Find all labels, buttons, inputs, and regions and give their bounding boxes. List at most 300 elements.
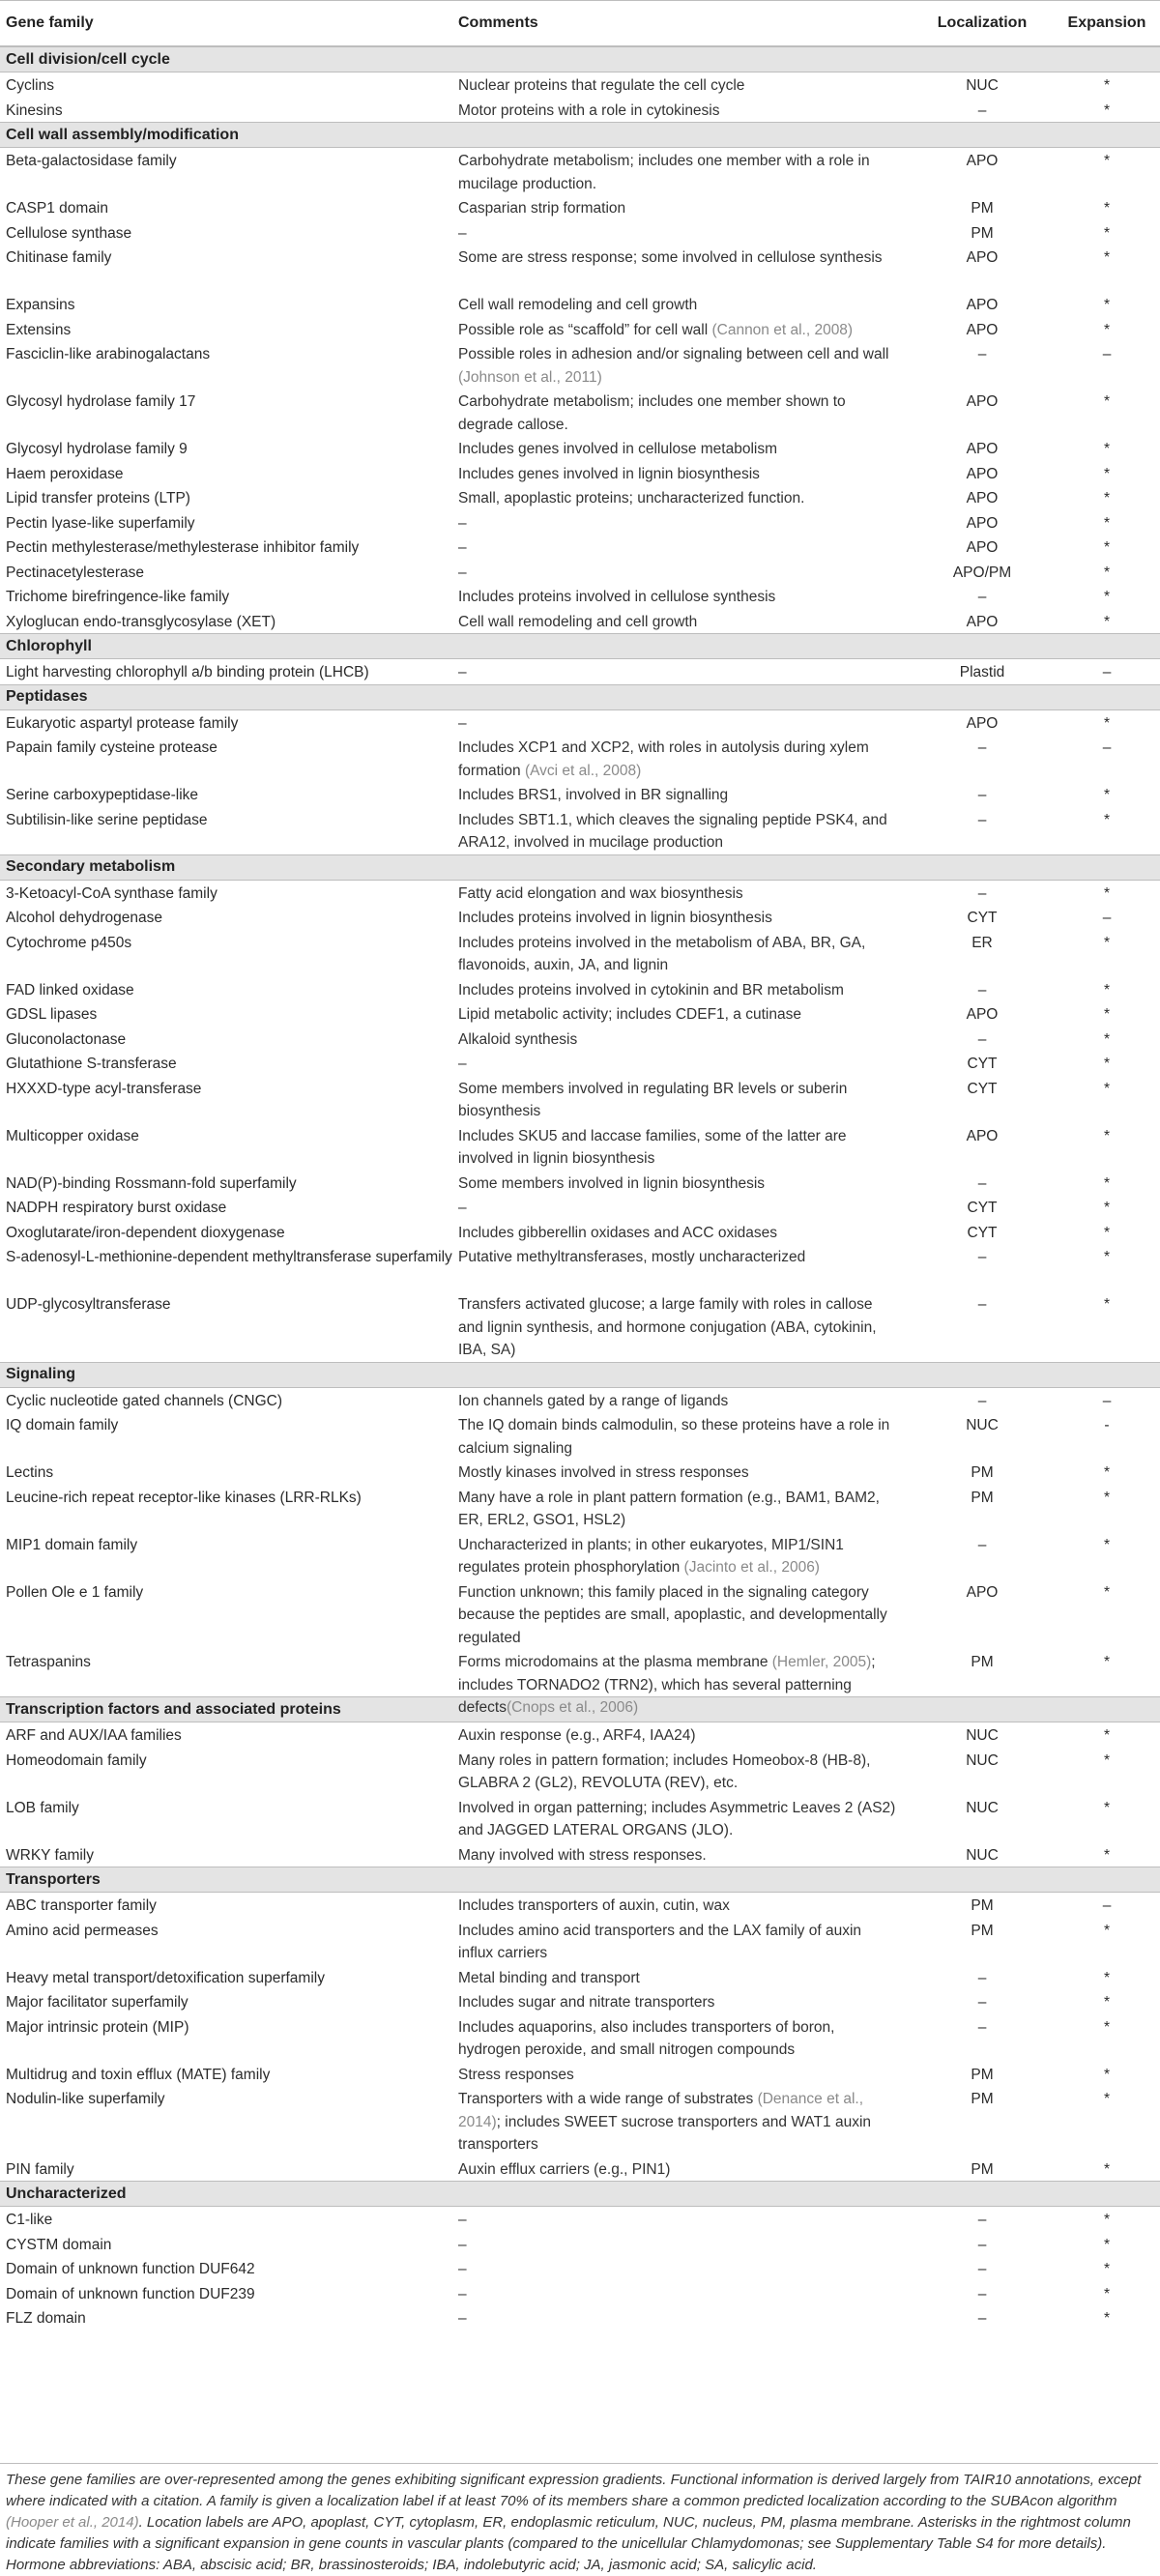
comment-cell bbox=[458, 1053, 911, 1076]
expansion-cell: * bbox=[1103, 1030, 1111, 1048]
table-row bbox=[0, 1123, 1160, 1171]
gene-family-cell: Alcohol dehydrogenase bbox=[6, 910, 163, 926]
table-row bbox=[0, 1244, 1160, 1291]
expansion-cell: * bbox=[1103, 441, 1111, 457]
comment-cell bbox=[458, 294, 911, 317]
table-row bbox=[0, 1485, 1160, 1532]
citation: (Cannon et al., 2008) bbox=[711, 321, 854, 338]
localization-cell: – bbox=[977, 1296, 987, 1313]
expansion-cell: * bbox=[1103, 613, 1111, 630]
comment-text: Ion channels gated by a range of ligands bbox=[458, 1392, 729, 1409]
comment-text: – bbox=[458, 2310, 467, 2327]
table-row bbox=[0, 1412, 1160, 1460]
comment-text: Includes SKU5 and laccase families, some of the latter are involved in lignin biosynthesis bbox=[458, 1127, 847, 1167]
expansion-cell: * bbox=[1103, 1200, 1111, 1216]
comment-text: – bbox=[458, 2261, 467, 2277]
gene-family-cell: Fasciclin-like arabinogalactans bbox=[6, 346, 211, 362]
localization-cell: PM bbox=[971, 1489, 994, 1506]
table-row bbox=[0, 389, 1160, 436]
comment-cell bbox=[458, 737, 911, 782]
expansion-cell: * bbox=[1103, 1536, 1111, 1553]
comment-text: Small, apoplastic proteins; uncharacterized function. bbox=[458, 490, 805, 507]
table-row bbox=[0, 1388, 1160, 1413]
comment-text: Includes SBT1.1, which cleaves the signaling peptide PSK4, and ARA12, involved in mucilage production bbox=[458, 811, 887, 851]
table-row bbox=[0, 1195, 1160, 1220]
table-row bbox=[0, 905, 1160, 930]
table-row bbox=[0, 72, 1160, 98]
comment-cell bbox=[458, 1414, 911, 1460]
comment-text: – bbox=[458, 2212, 467, 2228]
expansion-cell: * bbox=[1103, 564, 1111, 581]
gene-family-cell: 3-Ketoacyl-CoA synthase family bbox=[6, 884, 218, 902]
localization-cell: APO bbox=[966, 1127, 999, 1144]
localization-cell: APO bbox=[966, 490, 999, 507]
comment-text: – bbox=[458, 2236, 467, 2253]
expansion-cell: * bbox=[1103, 1224, 1111, 1241]
localization-cell: NUC bbox=[966, 1799, 999, 1816]
gene-family-cell: Amino acid permeases bbox=[6, 1922, 159, 1939]
table-row bbox=[0, 1051, 1160, 1076]
localization-cell: – bbox=[977, 1174, 987, 1192]
comment-text: – bbox=[458, 539, 467, 556]
table-row bbox=[0, 1532, 1160, 1579]
comment-cell bbox=[458, 1246, 911, 1269]
header-localization: Localization bbox=[937, 14, 1028, 31]
comment-text: Includes aquaporins, also includes transporters of boron, hydrogen peroxide, and small nitrogen compounds bbox=[458, 2018, 835, 2058]
expansion-cell: * bbox=[1103, 1464, 1111, 1481]
comment-text: Includes proteins involved in cellulose synthesis bbox=[458, 589, 776, 605]
expansion-cell: * bbox=[1103, 2236, 1111, 2253]
comment-text: Motor proteins with a role in cytokinesis bbox=[458, 101, 720, 119]
expansion-cell: – bbox=[1102, 1897, 1112, 1914]
table-row bbox=[0, 1989, 1160, 2014]
gene-family-cell: FLZ domain bbox=[6, 2310, 86, 2327]
table-row bbox=[0, 1842, 1160, 1867]
gene-family-cell: FAD linked oxidase bbox=[6, 981, 134, 999]
expansion-cell: * bbox=[1103, 200, 1111, 217]
gene-family-cell: Pollen Ole e 1 family bbox=[6, 1583, 144, 1601]
table-row bbox=[0, 1171, 1160, 1196]
localization-cell: NUC bbox=[966, 1727, 999, 1744]
localization-cell: – bbox=[977, 2236, 987, 2253]
expansion-cell: * bbox=[1103, 589, 1111, 605]
comment-cell bbox=[458, 487, 911, 510]
localization-cell: PM bbox=[971, 1654, 994, 1670]
comment-text: Many have a role in plant pattern formation (e.g., BAM1, BAM2, ER, ERL2, GSO1, HSL2) bbox=[458, 1489, 880, 1528]
table-row bbox=[0, 930, 1160, 977]
localization-cell: – bbox=[977, 811, 987, 828]
comment-text: The IQ domain binds calmodulin, so these proteins have a role in calcium signaling bbox=[458, 1417, 890, 1457]
comment-text: Metal binding and transport bbox=[458, 1969, 640, 1986]
comment-cell bbox=[458, 319, 911, 342]
gene-family-cell: Cytochrome p450s bbox=[6, 934, 132, 951]
comment-text: Auxin response (e.g., ARF4, IAA24) bbox=[458, 1727, 696, 1744]
localization-cell: – bbox=[977, 1030, 987, 1048]
table-row bbox=[0, 2256, 1160, 2281]
comment-cell bbox=[458, 1967, 911, 1990]
table-row bbox=[0, 881, 1160, 906]
comment-text: Many roles in pattern formation; includes Homeobox-8 (HB-8), GLABRA 2 (GL2), REVOLUTA (REV), etc. bbox=[458, 1751, 871, 1791]
comment-text: Transporters with a wide range of substrates bbox=[458, 2091, 754, 2107]
table-row bbox=[0, 98, 1160, 123]
localization-cell: – bbox=[977, 2261, 987, 2277]
table-row bbox=[0, 1918, 1160, 1965]
comment-cell bbox=[458, 2064, 911, 2087]
table-row bbox=[0, 710, 1160, 736]
comment-cell bbox=[458, 1197, 911, 1220]
table-row bbox=[0, 584, 1160, 609]
localization-cell: NUC bbox=[966, 1846, 999, 1864]
header-expansion: Expansion bbox=[1067, 14, 1146, 31]
expansion-cell: * bbox=[1103, 1799, 1111, 1816]
footnote-text: These gene families are over-represented among the genes exhibiting significant expression gradients. Functional information is derived largely from TAIR10 annotations, except where indicated with a citation. A family is given a localization label if at least 70% of its members share a common predicted localization according to the SUBAcon algorithm bbox=[6, 2472, 1142, 2509]
table-row bbox=[0, 735, 1160, 782]
comment-cell bbox=[458, 1390, 911, 1413]
comment-text: Includes XCP1 and XCP2, with roles in autolysis during xylem formation bbox=[458, 739, 869, 779]
comment-text: Includes proteins involved in cytokinin and BR metabolism bbox=[458, 981, 844, 999]
comment-cell bbox=[458, 2283, 911, 2306]
gene-family-cell: Papain family cysteine protease bbox=[6, 739, 218, 756]
localization-cell: APO bbox=[966, 321, 999, 338]
expansion-cell: – bbox=[1102, 739, 1112, 756]
gene-family-cell: Leucine-rich repeat receptor-like kinases (LRR-RLKs) bbox=[6, 1489, 362, 1506]
table-row bbox=[0, 2305, 1160, 2330]
comment-text: Some members involved in regulating BR levels or suberin biosynthesis bbox=[458, 1080, 848, 1119]
comment-cell bbox=[458, 809, 911, 854]
table-row bbox=[0, 1965, 1160, 1990]
expansion-cell: * bbox=[1103, 1006, 1111, 1023]
gene-family-cell: HXXXD-type acyl-transferase bbox=[6, 1080, 202, 1097]
table-row bbox=[0, 2281, 1160, 2306]
localization-cell: – bbox=[977, 346, 987, 362]
gene-family-cell: CYSTM domain bbox=[6, 2236, 112, 2253]
footnote-citation: (Hooper et al., 2014) bbox=[6, 2514, 139, 2531]
table-row bbox=[0, 2156, 1160, 2182]
table-row bbox=[0, 807, 1160, 854]
section-header: Signaling bbox=[0, 1362, 1160, 1388]
localization-cell: – bbox=[977, 1536, 987, 1553]
citation: (Hemler, 2005) bbox=[771, 1654, 872, 1670]
localization-cell: CYT bbox=[967, 1056, 998, 1072]
gene-family-cell: Xyloglucan endo-transglycosylase (XET) bbox=[6, 613, 276, 630]
table-row bbox=[0, 341, 1160, 389]
localization-cell: APO bbox=[966, 153, 999, 169]
comment-text: – bbox=[458, 514, 467, 532]
expansion-cell: * bbox=[1103, 1727, 1111, 1744]
localization-cell: APO bbox=[966, 465, 999, 482]
comment-cell bbox=[458, 246, 911, 270]
comment-cell bbox=[458, 1797, 911, 1842]
gene-family-cell: Eukaryotic aspartyl protease family bbox=[6, 714, 239, 732]
expansion-cell: * bbox=[1103, 393, 1111, 410]
localization-cell: – bbox=[977, 1969, 987, 1986]
table-row bbox=[0, 245, 1160, 292]
gene-family-cell: Cellulose synthase bbox=[6, 224, 132, 242]
comment-text: Includes proteins involved in the metabolism of ABA, BR, GA, flavonoids, auxin, JA, and lignin bbox=[458, 934, 866, 973]
comment-text: – bbox=[458, 664, 467, 680]
comment-text: Some are stress response; some involved in cellulose synthesis bbox=[458, 249, 883, 266]
expansion-cell: * bbox=[1103, 1489, 1111, 1506]
localization-cell: APO bbox=[966, 613, 999, 630]
comment-cell bbox=[458, 712, 911, 736]
gene-family-cell: Subtilisin-like serine peptidase bbox=[6, 811, 208, 828]
comment-cell bbox=[458, 2307, 911, 2330]
localization-cell: CYT bbox=[967, 1224, 998, 1241]
table-row bbox=[0, 2086, 1160, 2156]
expansion-cell: – bbox=[1102, 910, 1112, 926]
comment-text: Carbohydrate metabolism; includes one member with a role in mucilage production. bbox=[458, 153, 870, 192]
gene-family-cell: C1-like bbox=[6, 2212, 53, 2228]
localization-cell: APO bbox=[966, 297, 999, 313]
citation: (Avci et al., 2008) bbox=[524, 762, 642, 779]
comment-cell bbox=[458, 661, 911, 684]
gene-family-cell: Serine carboxypeptidase-like bbox=[6, 787, 199, 803]
expansion-cell: * bbox=[1103, 981, 1111, 999]
gene-family-cell: Cyclins bbox=[6, 77, 54, 94]
table-row bbox=[0, 1027, 1160, 1052]
gene-family-cell: Pectin methylesterase/methylesterase inhibitor family bbox=[6, 539, 360, 556]
comment-text: Involved in organ patterning; includes Asymmetric Leaves 2 (AS2) and JAGGED LATERAL ORGANS (JLO). bbox=[458, 1799, 896, 1838]
localization-cell: APO bbox=[966, 1006, 999, 1023]
comment-cell bbox=[458, 907, 911, 930]
localization-cell: NUC bbox=[966, 1751, 999, 1769]
expansion-cell: – bbox=[1102, 1392, 1112, 1409]
comment-cell bbox=[458, 586, 911, 609]
table-row bbox=[0, 1893, 1160, 1918]
table-footnote bbox=[0, 2463, 1158, 2576]
table-row bbox=[0, 1722, 1160, 1748]
gene-family-cell: NAD(P)-binding Rossmann-fold superfamily bbox=[6, 1174, 297, 1192]
gene-family-cell: S-adenosyl-L-methionine-dependent methyltransferase superfamily bbox=[6, 1249, 452, 1265]
comment-text: – bbox=[458, 1200, 467, 1216]
section-header: Uncharacterized bbox=[0, 2181, 1160, 2207]
comment-cell bbox=[458, 197, 911, 220]
citation: (Jacinto et al., 2006) bbox=[683, 1559, 820, 1576]
localization-cell: – bbox=[977, 981, 987, 999]
section-header: Peptidases bbox=[0, 684, 1160, 710]
gene-family-cell: Beta-galactosidase family bbox=[6, 153, 177, 169]
gene-family-cell: Gluconolactonase bbox=[6, 1030, 127, 1048]
comment-cell bbox=[458, 1125, 911, 1171]
gene-family-cell: UDP-glycosyltransferase bbox=[6, 1296, 171, 1313]
gene-family-cell: NADPH respiratory burst oxidase bbox=[6, 1200, 227, 1216]
gene-family-cell: ABC transporter family bbox=[6, 1897, 157, 1914]
expansion-cell: * bbox=[1103, 1056, 1111, 1072]
expansion-cell: * bbox=[1103, 1296, 1111, 1313]
expansion-cell: * bbox=[1103, 811, 1111, 828]
comment-cell bbox=[458, 1724, 911, 1748]
expansion-cell: * bbox=[1103, 2261, 1111, 2277]
table-row bbox=[0, 436, 1160, 461]
expansion-cell: * bbox=[1103, 2285, 1111, 2302]
expansion-cell: * bbox=[1103, 2212, 1111, 2228]
localization-cell: APO bbox=[966, 714, 999, 732]
expansion-cell: * bbox=[1103, 1583, 1111, 1601]
comment-cell bbox=[458, 463, 911, 486]
expansion-cell: * bbox=[1103, 465, 1111, 482]
comment-cell bbox=[458, 536, 911, 560]
comment-text: Stress responses bbox=[458, 2066, 574, 2083]
gene-family-cell: LOB family bbox=[6, 1799, 79, 1816]
localization-cell: – bbox=[977, 1994, 987, 2011]
localization-cell: PM bbox=[971, 1897, 994, 1914]
comment-text: Putative methyltransferases, mostly uncharacterized bbox=[458, 1249, 806, 1265]
localization-cell: APO bbox=[966, 393, 999, 410]
localization-cell: – bbox=[977, 101, 987, 119]
localization-cell: PM bbox=[971, 224, 994, 242]
expansion-cell: * bbox=[1103, 1922, 1111, 1939]
comment-text: Cell wall remodeling and cell growth bbox=[458, 297, 698, 313]
localization-cell: APO bbox=[966, 249, 999, 266]
expansion-cell: – bbox=[1102, 346, 1112, 362]
comment-text: Includes genes involved in lignin biosynthesis bbox=[458, 465, 760, 482]
gene-family-cell: Multidrug and toxin efflux (MATE) family bbox=[6, 2066, 271, 2083]
gene-family-cell: Lipid transfer proteins (LTP) bbox=[6, 490, 190, 507]
header-comments: Comments bbox=[458, 14, 538, 31]
table-header bbox=[0, 0, 1160, 46]
table-row bbox=[0, 220, 1160, 246]
expansion-cell: * bbox=[1103, 514, 1111, 532]
comment-cell bbox=[458, 784, 911, 807]
expansion-cell: * bbox=[1103, 2310, 1111, 2327]
expansion-cell: * bbox=[1103, 1751, 1111, 1769]
expansion-cell: * bbox=[1103, 224, 1111, 242]
localization-cell: – bbox=[977, 2018, 987, 2036]
localization-cell: – bbox=[977, 739, 987, 756]
expansion-cell: * bbox=[1103, 1969, 1111, 1986]
expansion-cell: * bbox=[1103, 2066, 1111, 2083]
comment-text: Includes proteins involved in lignin biosynthesis bbox=[458, 910, 772, 926]
localization-cell: PM bbox=[971, 2091, 994, 2107]
comment-cell bbox=[458, 1991, 911, 2014]
localization-cell: – bbox=[977, 2285, 987, 2302]
comment-text: Includes amino acid transporters and the LAX family of auxin influx carriers bbox=[458, 1922, 862, 1961]
gene-family-cell: Extensins bbox=[6, 321, 72, 338]
gene-family-cell: Oxoglutarate/iron-dependent dioxygenase bbox=[6, 1224, 285, 1241]
comment-text: Includes transporters of auxin, cutin, wax bbox=[458, 1897, 730, 1914]
comment-text: Cell wall remodeling and cell growth bbox=[458, 613, 698, 630]
comment-cell bbox=[458, 1844, 911, 1867]
comment-cell bbox=[458, 1651, 911, 1720]
localization-cell: – bbox=[977, 2310, 987, 2327]
comment-text: Casparian strip formation bbox=[458, 200, 626, 217]
localization-cell: APO/PM bbox=[952, 564, 1012, 581]
table-row bbox=[0, 292, 1160, 317]
comment-text: – bbox=[458, 714, 467, 732]
expansion-cell: * bbox=[1103, 1654, 1111, 1670]
comment-text: Includes gibberellin oxidases and ACC oxidases bbox=[458, 1224, 778, 1241]
table-row bbox=[0, 1579, 1160, 1650]
comment-cell bbox=[458, 932, 911, 977]
comment-text: Possible roles in adhesion and/or signaling between cell and wall bbox=[458, 346, 889, 362]
table-row bbox=[0, 977, 1160, 1002]
gene-family-cell: MIP1 domain family bbox=[6, 1536, 138, 1553]
gene-family-cell: Major facilitator superfamily bbox=[6, 1994, 188, 2011]
localization-cell: CYT bbox=[967, 910, 998, 926]
comment-cell bbox=[458, 1172, 911, 1196]
localization-cell: NUC bbox=[966, 1417, 999, 1433]
gene-family-cell: WRKY family bbox=[6, 1846, 95, 1864]
table-row bbox=[0, 1001, 1160, 1027]
table-row bbox=[0, 535, 1160, 560]
table-row bbox=[0, 2232, 1160, 2257]
comment-cell bbox=[458, 1534, 911, 1579]
expansion-cell: * bbox=[1103, 1174, 1111, 1192]
comment-text: Lipid metabolic activity; includes CDEF1, a cutinase bbox=[458, 1006, 801, 1023]
localization-cell: APO bbox=[966, 539, 999, 556]
comment-text: Uncharacterized in plants; in other eukaryotes, MIP1/SIN1 regulates protein phosphorylation bbox=[458, 1536, 844, 1576]
localization-cell: PM bbox=[971, 2160, 994, 2178]
localization-cell: NUC bbox=[966, 77, 999, 94]
expansion-cell: * bbox=[1103, 1080, 1111, 1097]
expansion-cell: * bbox=[1103, 2018, 1111, 2036]
comment-cell bbox=[458, 1293, 911, 1362]
expansion-cell: * bbox=[1103, 934, 1111, 951]
comment-cell bbox=[458, 100, 911, 123]
table-row bbox=[0, 659, 1160, 684]
comment-text: Includes sugar and nitrate transporters bbox=[458, 1994, 715, 2011]
expansion-cell: * bbox=[1103, 1249, 1111, 1265]
gene-family-cell: Tetraspanins bbox=[6, 1654, 91, 1670]
comment-text: – bbox=[458, 1056, 467, 1072]
comment-cell bbox=[458, 2158, 911, 2182]
gene-family-cell: PIN family bbox=[6, 2160, 74, 2178]
gene-family-cell: Domain of unknown function DUF239 bbox=[6, 2285, 255, 2302]
gene-family-cell: Expansins bbox=[6, 297, 75, 313]
comment-text: Forms microdomains at the plasma membrane bbox=[458, 1654, 768, 1670]
comment-cell bbox=[458, 1895, 911, 1918]
table-row bbox=[0, 485, 1160, 510]
table-row bbox=[0, 148, 1160, 195]
comment-cell bbox=[458, 438, 911, 461]
citation: (Denance et al., 2014) bbox=[458, 2091, 864, 2130]
gene-family-cell: GDSL lipases bbox=[6, 1006, 98, 1023]
localization-cell: PM bbox=[971, 1464, 994, 1481]
gene-family-cell: Domain of unknown function DUF642 bbox=[6, 2261, 255, 2277]
comment-cell bbox=[458, 1222, 911, 1245]
expansion-cell: * bbox=[1103, 101, 1111, 119]
localization-cell: – bbox=[977, 884, 987, 902]
expansion-cell: * bbox=[1103, 321, 1111, 338]
gene-family-cell: Glycosyl hydrolase family 17 bbox=[6, 393, 196, 410]
localization-cell: PM bbox=[971, 200, 994, 217]
table-row bbox=[0, 1220, 1160, 1245]
localization-cell: APO bbox=[966, 1583, 999, 1601]
comment-text: Function unknown; this family placed in the signaling category because the peptides are small, apoplastic, and developmentally regulated bbox=[458, 1583, 887, 1646]
gene-family-cell: Major intrinsic protein (MIP) bbox=[6, 2018, 189, 2036]
expansion-cell: – bbox=[1102, 664, 1112, 680]
expansion-cell: * bbox=[1103, 249, 1111, 266]
header-gene-family: Gene family bbox=[6, 14, 94, 31]
expansion-cell: * bbox=[1103, 1127, 1111, 1144]
localization-cell: – bbox=[977, 2212, 987, 2228]
comment-cell bbox=[458, 150, 911, 195]
table-row bbox=[0, 1076, 1160, 1123]
comment-text: – bbox=[458, 2285, 467, 2302]
gene-family-cell: Glutathione S-transferase bbox=[6, 1056, 177, 1072]
localization-cell: ER bbox=[972, 934, 993, 951]
table-row bbox=[0, 2062, 1160, 2087]
localization-cell: CYT bbox=[967, 1080, 998, 1097]
expansion-cell: * bbox=[1103, 2160, 1111, 2178]
localization-cell: APO bbox=[966, 514, 999, 532]
comment-cell bbox=[458, 391, 911, 436]
gene-family-cell: Pectinacetylesterase bbox=[6, 564, 145, 581]
table-row bbox=[0, 1748, 1160, 1795]
localization-cell: PM bbox=[971, 1922, 994, 1939]
gene-family-cell: CASP1 domain bbox=[6, 200, 108, 217]
comment-cell bbox=[458, 562, 911, 585]
